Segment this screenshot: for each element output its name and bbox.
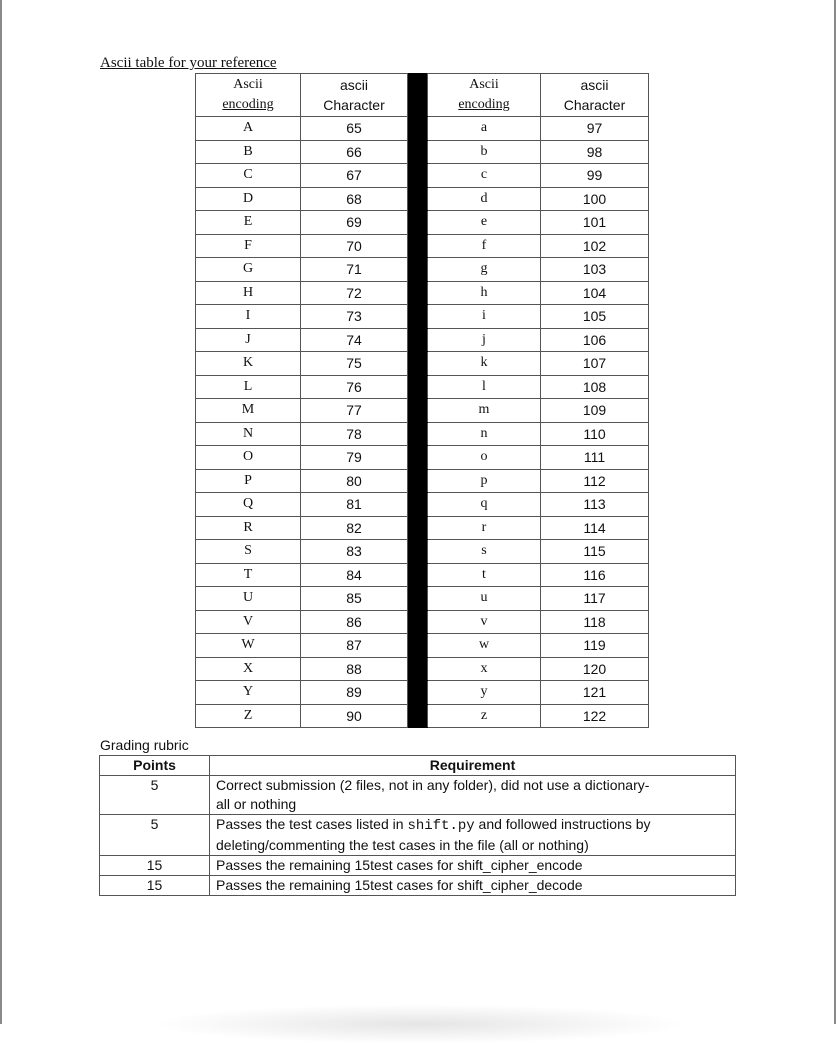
ascii-row [196,634,649,658]
black-separator [408,328,428,352]
black-separator [408,140,428,164]
rubric-requirement: Passes the test cases listed in shift.py and followed instructions by deleting/commenting the test cases in the file (all or nothing) [210,815,736,856]
lower-code: 103 [541,258,649,282]
upper-letter: D [196,187,301,211]
ascii-table-header [196,74,649,117]
black-separator [408,422,428,446]
ascii-row [196,540,649,564]
header-ascii-encoding-lower: Ascii encoding [428,74,541,117]
upper-code: 70 [301,234,408,258]
upper-letter: W [196,634,301,658]
black-separator [408,446,428,470]
black-separator [408,493,428,517]
lower-code: 112 [541,469,649,493]
black-separator [408,211,428,235]
grading-rubric-table [99,755,736,896]
upper-code: 80 [301,469,408,493]
upper-letter: S [196,540,301,564]
black-separator [408,305,428,329]
ascii-row [196,117,649,141]
lower-letter: a [428,117,541,141]
ascii-row [196,563,649,587]
lower-letter: x [428,657,541,681]
upper-letter: H [196,281,301,305]
ascii-row [196,704,649,728]
ascii-row [196,281,649,305]
ascii-row [196,610,649,634]
lower-letter: e [428,211,541,235]
lower-letter: u [428,587,541,611]
upper-letter: N [196,422,301,446]
rubric-points: 5 [100,815,210,856]
ascii-row [196,493,649,517]
lower-code: 100 [541,187,649,211]
upper-code: 76 [301,375,408,399]
upper-letter: U [196,587,301,611]
upper-code: 77 [301,399,408,423]
lower-letter: y [428,681,541,705]
lower-code: 119 [541,634,649,658]
rubric-requirement: Passes the remaining 15test cases for shift_cipher_encode [210,856,736,876]
lower-letter: q [428,493,541,517]
lower-letter: s [428,540,541,564]
black-separator [408,117,428,141]
upper-letter: R [196,516,301,540]
black-separator [408,281,428,305]
lower-letter: j [428,328,541,352]
black-separator [408,540,428,564]
lower-letter: w [428,634,541,658]
upper-letter: V [196,610,301,634]
upper-code: 67 [301,164,408,188]
rubric-row [100,815,736,856]
upper-code: 82 [301,516,408,540]
rubric-row [100,776,736,815]
upper-code: 66 [301,140,408,164]
page-border-left [0,0,2,1024]
upper-code: 75 [301,352,408,376]
lower-code: 108 [541,375,649,399]
ascii-table [195,73,649,728]
upper-letter: E [196,211,301,235]
lower-code: 107 [541,352,649,376]
lower-code: 122 [541,704,649,728]
black-separator [408,74,428,117]
ascii-row [196,187,649,211]
header-ascii-encoding-upper: Ascii encoding [196,74,301,117]
upper-code: 74 [301,328,408,352]
lower-letter: g [428,258,541,282]
lower-code: 111 [541,446,649,470]
lower-letter: h [428,281,541,305]
upper-code: 87 [301,634,408,658]
ascii-row [196,211,649,235]
upper-code: 84 [301,563,408,587]
upper-letter: J [196,328,301,352]
lower-code: 99 [541,164,649,188]
upper-code: 88 [301,657,408,681]
upper-letter: Q [196,493,301,517]
ascii-row [196,140,649,164]
upper-code: 71 [301,258,408,282]
ascii-row [196,681,649,705]
lower-code: 116 [541,563,649,587]
lower-letter: d [428,187,541,211]
lower-letter: t [428,563,541,587]
black-separator [408,469,428,493]
upper-code: 85 [301,587,408,611]
lower-code: 110 [541,422,649,446]
lower-code: 101 [541,211,649,235]
lower-code: 105 [541,305,649,329]
rubric-row [100,856,736,876]
upper-letter: A [196,117,301,141]
rubric-points: 15 [100,876,210,896]
code-filename: shift.py [407,818,475,834]
upper-code: 78 [301,422,408,446]
upper-letter: B [196,140,301,164]
lower-letter: l [428,375,541,399]
upper-letter: G [196,258,301,282]
black-separator [408,563,428,587]
upper-code: 89 [301,681,408,705]
lower-code: 121 [541,681,649,705]
upper-code: 65 [301,117,408,141]
black-separator [408,610,428,634]
header-ascii-character-lower: ascii Character [541,74,649,117]
black-separator [408,587,428,611]
upper-letter: Y [196,681,301,705]
black-separator [408,704,428,728]
upper-letter: X [196,657,301,681]
upper-code: 81 [301,493,408,517]
ascii-table-title: Ascii table for your reference [100,55,277,71]
upper-letter: C [196,164,301,188]
header-ascii-character-upper: ascii Character [301,74,408,117]
header-points: Points [100,756,210,776]
ascii-row [196,422,649,446]
page-shadow [150,1004,690,1044]
lower-code: 118 [541,610,649,634]
ascii-row [196,328,649,352]
lower-letter: i [428,305,541,329]
ascii-row [196,469,649,493]
ascii-row [196,587,649,611]
upper-code: 83 [301,540,408,564]
lower-code: 114 [541,516,649,540]
upper-letter: K [196,352,301,376]
upper-code: 69 [301,211,408,235]
lower-code: 98 [541,140,649,164]
black-separator [408,399,428,423]
rubric-requirement: Correct submission (2 files, not in any folder), did not use a dictionary- all or nothing [210,776,736,815]
lower-letter: p [428,469,541,493]
ascii-row [196,516,649,540]
ascii-row [196,234,649,258]
lower-letter: n [428,422,541,446]
header-requirement: Requirement [210,756,736,776]
rubric-header [100,756,736,776]
upper-letter: L [196,375,301,399]
black-separator [408,234,428,258]
rubric-points: 15 [100,856,210,876]
lower-code: 117 [541,587,649,611]
ascii-row [196,446,649,470]
black-separator [408,164,428,188]
black-separator [408,258,428,282]
ascii-row [196,352,649,376]
upper-letter: P [196,469,301,493]
lower-code: 104 [541,281,649,305]
black-separator [408,634,428,658]
black-separator [408,657,428,681]
upper-letter: I [196,305,301,329]
black-separator [408,187,428,211]
rubric-caption: Grading rubric [100,737,189,753]
rubric-row [100,876,736,896]
upper-code: 79 [301,446,408,470]
black-separator [408,352,428,376]
lower-letter: o [428,446,541,470]
rubric-requirement: Passes the remaining 15test cases for shift_cipher_decode [210,876,736,896]
black-separator [408,681,428,705]
lower-code: 115 [541,540,649,564]
upper-letter: O [196,446,301,470]
upper-letter: T [196,563,301,587]
lower-letter: m [428,399,541,423]
black-separator [408,516,428,540]
ascii-row [196,258,649,282]
ascii-row [196,657,649,681]
lower-letter: c [428,164,541,188]
ascii-row [196,375,649,399]
lower-code: 97 [541,117,649,141]
upper-code: 90 [301,704,408,728]
lower-letter: k [428,352,541,376]
upper-letter: M [196,399,301,423]
lower-letter: v [428,610,541,634]
lower-code: 102 [541,234,649,258]
upper-letter: F [196,234,301,258]
upper-letter: Z [196,704,301,728]
lower-letter: z [428,704,541,728]
lower-letter: r [428,516,541,540]
upper-code: 86 [301,610,408,634]
ascii-row [196,399,649,423]
upper-code: 72 [301,281,408,305]
lower-letter: b [428,140,541,164]
lower-code: 113 [541,493,649,517]
ascii-row [196,164,649,188]
upper-code: 73 [301,305,408,329]
rubric-points: 5 [100,776,210,815]
upper-code: 68 [301,187,408,211]
lower-code: 120 [541,657,649,681]
lower-code: 109 [541,399,649,423]
lower-code: 106 [541,328,649,352]
ascii-row [196,305,649,329]
lower-letter: f [428,234,541,258]
black-separator [408,375,428,399]
